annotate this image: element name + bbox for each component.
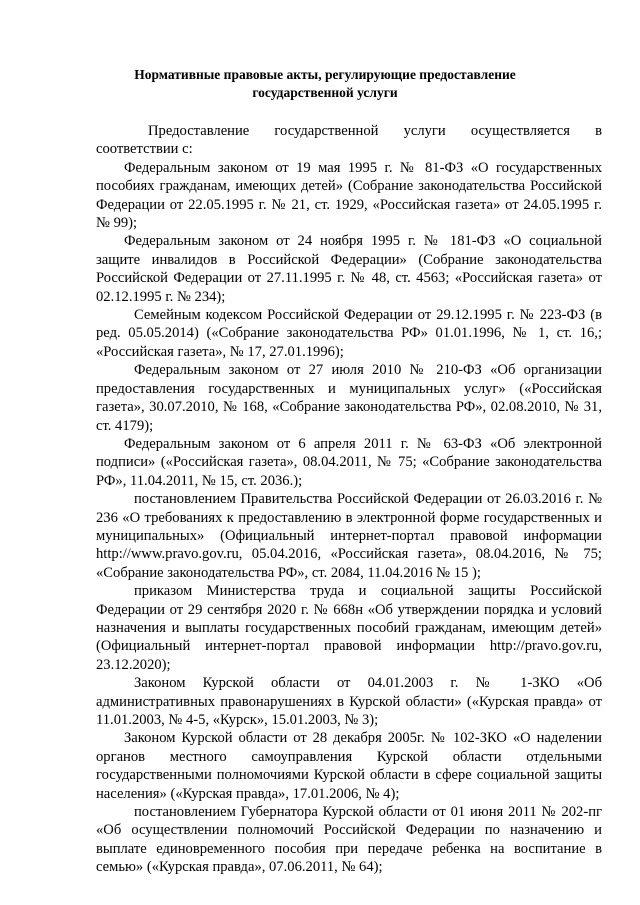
paragraph-law-1zko: Законом Курской области от 04.01.2003 г. № 1-ЗКО «Об административных правонарушениях в Курской области» («Курская правда» от 11.01.2003, № 4-5, «Курск», 15.01.2003, № 3); — [96, 675, 602, 728]
document-body — [96, 122, 602, 877]
paragraph-law-102zko: Законом Курской области от 28 декабря 2005г. № 102-ЗКО «О наделении органов местного самоуправления Курской области отдельными государственными полномочиями Курской области в сфере социальной защиты населения» («Курская правда», 17.01.2006, № 4); — [96, 730, 602, 802]
paragraph-law-181fz: Федеральным законом от 24 ноября 1995 г. № 181-ФЗ «О социальной защите инвалидов в Российской Федерации» (Собрание законодательства Российской Федерации от 27.11.1995 г. № 48, ст. 4563; «Российская газета» от 02.12.1995 г. № 234); — [96, 233, 602, 305]
paragraph-order-668n: приказом Министерства труда и социальной защиты Российской Федерации от 29 сентября 2020 г. № 668н «Об утверждении порядка и условий назначения и выплаты государственных пособий гражданам, имеющим детей» (Официальный интернет-портал правовой информации http://pravo.gov.ru, 23.12.2020); — [96, 583, 602, 673]
paragraph-resolution-236: постановлением Правительства Российской Федерации от 26.03.2016 г. № 236 «О требованиях к предоставлению в электронной форме государственных и муниципальных» (Официальный интернет-портал правовой информации http://www.pravo.gov.ru, 05.04.2016, «Российская газета», 08.04.2016, № 75; «Собрание законодательства РФ», ст. 2084, 11.04.2016 № 15 ); — [96, 491, 602, 581]
paragraph-intro: Предоставление государственной услуги осуществляется в соответствии с: — [96, 123, 602, 158]
document-title: Нормативные правовые акты, регулирующие предоставление государственной услуги — [134, 67, 516, 100]
paragraph-law-210fz: Федеральным законом от 27 июля 2010 № 210-ФЗ «Об организации предоставления государственных и муниципальных услуг» («Российская газета», 30.07.2010, № 168, «Собрание законодательства РФ», 02.08.2010, № 31, ст. 4179); — [96, 362, 602, 434]
paragraph-law-63fz: Федеральным законом от 6 апреля 2011 г. № 63-ФЗ «Об электронной подписи» («Российская газета», 08.04.2011, № 75; «Собрание законодательства РФ», 11.04.2011, № 15, ст. 2036.); — [96, 435, 602, 489]
paragraph-law-81fz: Федеральным законом от 19 мая 1995 г. № 81-ФЗ «О государственных пособиях гражданам, имеющих детей» (Собрание законодательства Российской Федерации от 22.05.1995 г. № 21, ст. 1929, «Российская газета» от 24.05.1995 г. № 99); — [96, 159, 602, 232]
paragraph-family-code: Семейным кодексом Российской Федерации от 29.12.1995 г. № 223-ФЗ (в ред. 05.05.2014) («Собрание законодательства РФ» 01.01.1996, № 1, ст. 16,; «Российская газета», № 17, 27.01.1996); — [96, 307, 602, 360]
paragraph-resolution-202pg: постановлением Губернатора Курской области от 01 июня 2011 № 202-пг «Об осуществлении полномочий Российской Федерации по назначению и выплате единовременного пособия при передаче ребенка на воспитание в семью» («Курская правда», 07.06.2011, № 64); — [96, 804, 602, 876]
